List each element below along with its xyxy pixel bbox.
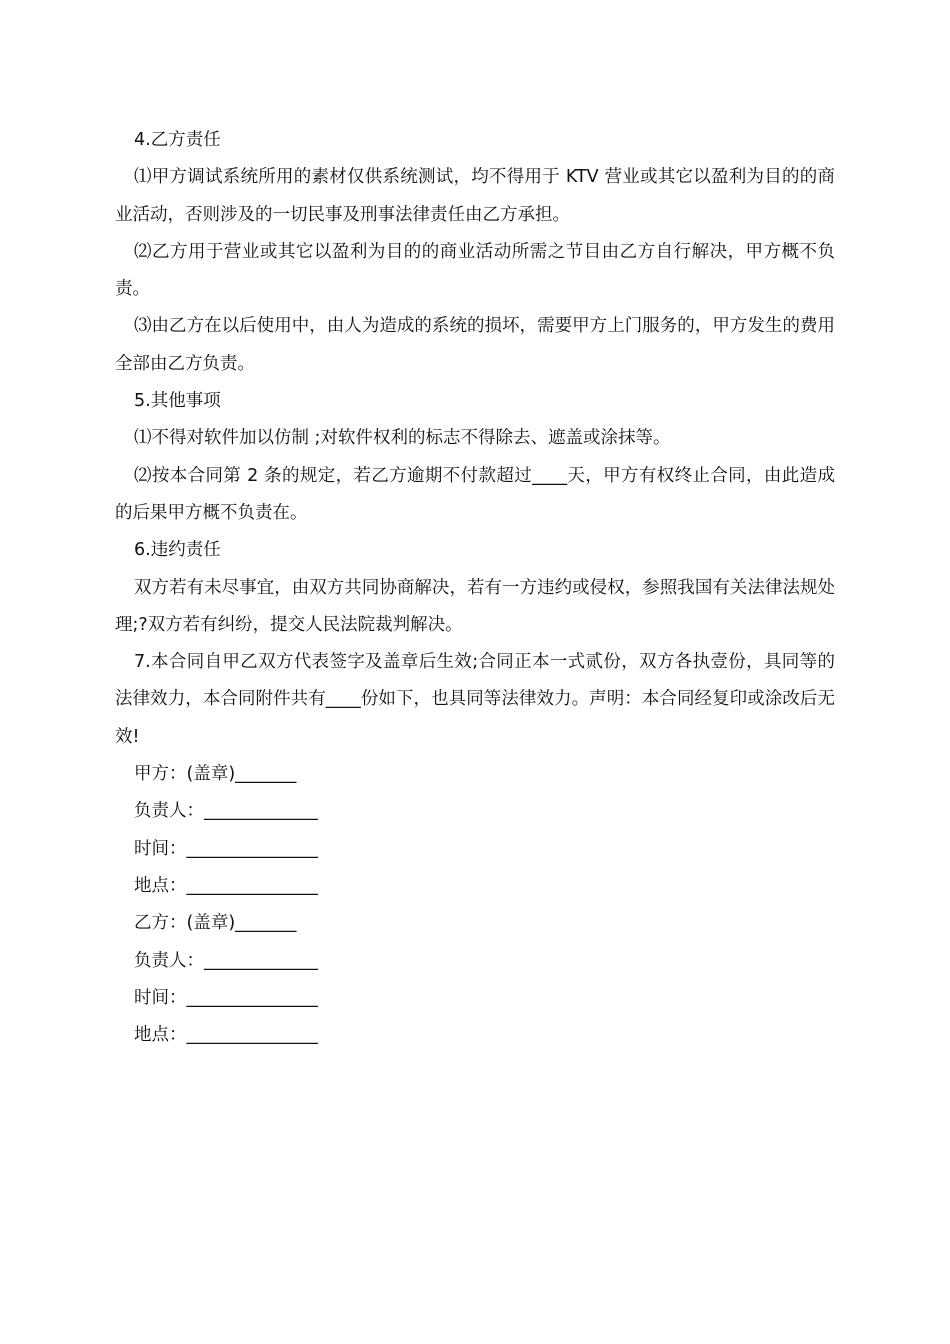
clause-5-2: ⑵按本合同第 2 条的规定，若乙方逾期不付款超过____天，甲方有权终止合同，由此造成的后果甲方概不负责在。 [115,465,835,523]
party-b-seal-line: 乙方：(盖章)_______ [134,913,297,934]
clause-5-1: ⑴不得对软件加以仿制 ;对软件权利的标志不得除去、遮盖或涂抹等。 [134,428,671,449]
clause-7-body: 7.本合同自甲乙双方代表签字及盖章后生效;合同正本一式贰份，双方各执壹份，具同等的法律效力，本合同附件共有____份如下，也具同等法律效力。声明：本合同经复印或涂改后无效! [115,652,835,747]
party-a-seal-line: 甲方：(盖章)_______ [134,764,297,785]
section-heading-other-matters: 5.其他事项 [134,391,221,412]
section-heading-party-b-responsibility: 4.乙方责任 [134,130,221,150]
party-b-place-line: 地点：_______________ [134,1025,318,1046]
clause-4-1: ⑴甲方调试系统所用的素材仅供系统测试，均不得用于 KTV 营业或其它以盈利为目的的商业活动，否则涉及的一切民事及刑事法律责任由乙方承担。 [115,167,835,225]
clause-4-3: ⑶由乙方在以后使用中，由人为造成的系统的损坏，需要甲方上门服务的，甲方发生的费用全部由乙方负责。 [115,316,835,374]
party-a-time-line: 时间：_______________ [134,838,318,859]
clause-4-2: ⑵乙方用于营业或其它以盈利为目的的商业活动所需之节目由乙方自行解决，甲方概不负责。 [115,241,835,300]
signature-block [115,756,835,1054]
party-b-time-line: 时间：_______________ [134,987,318,1008]
party-a-place-line: 地点：_______________ [134,875,318,896]
clause-6-body: 双方若有未尽事宜，由双方共同协商解决，若有一方违约或侵权，参照我国有关法律法规处理;?双方若有纠纷，提交人民法院裁判解决。 [115,577,835,635]
document-body [115,122,835,1054]
section-heading-breach-liability: 6.违约责任 [134,540,221,561]
party-a-person-line: 负责人：_____________ [134,801,318,822]
party-b-person-line: 负责人：_____________ [134,950,318,971]
